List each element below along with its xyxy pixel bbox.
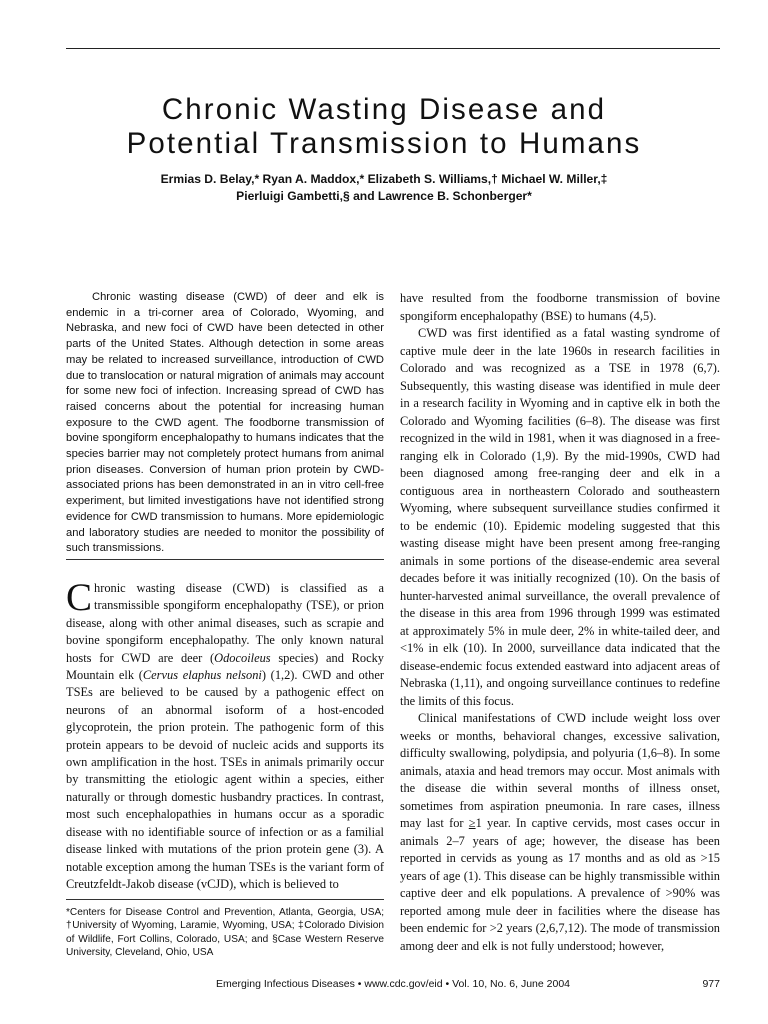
intro-text-3: ) (1,2). CWD and other TSEs are believed to be caused by a pathogenic effect on neurons of an abnormal isoform of a host-encoded glycoprotein, the prion protein. The pathogenic form of this protein appears to be devoid of nucleic acids and supports its own amplification in the host. TSEs in animals primarily occur by transmitting the etiologic agent within a species, either naturally or through domestic husbandry practices. In contrast, most such encephalopathies in humans occur as a sporadic disease with no identifiable source of infection or as a familial disease linked with mutations of the prion protein gene (3). A notable exception among the human TSEs is the variant form of Creutzfeldt-Jakob disease (vCJD), which is believed to bbox=[66, 668, 384, 891]
drop-cap: C bbox=[66, 576, 93, 619]
body-column-right bbox=[400, 290, 720, 955]
body-column-left bbox=[66, 576, 384, 893]
paragraph-continuation: have resulted from the foodborne transmission of bovine spongiform encephalopathy (BSE) to humans (4,5). bbox=[400, 291, 720, 323]
clinical-text-1: Clinical manifestations of CWD include weight loss over weeks or months, behavioral changes, excessive salivation, difficulty swallowing, polydipsia, and polyuria (1,6–8). In some animals, ataxia and head tremors may occur. Most animals with the disease die within several months of illness onset, sometimes from aspiration pneumonia. In rare cases, illness may last for bbox=[400, 711, 720, 830]
abstract-text: Chronic wasting disease (CWD) of deer and elk is endemic in a tri-corner area of Colorado, Wyoming, and Nebraska, and new foci of CWD have been detected in other parts of the United States. Although detection in some areas may be related to increased surveillance, introduction of CWD due to translocation or natural migration of animals may account for some new foci of infection. Increasing spread of CWD has raised concerns about the potential for increasing human exposure to the CWD agent. The foodborne transmission of bovine spongiform encephalopathy to humans indicates that the species barrier may not completely protect humans from animal prion diseases. Conversion of human prion protein by CWD-associated prions has been demonstrated in an in vitro cell-free experiment, but limited investigations have not identified strong evidence for CWD transmission to humans. More epidemiologic and laboratory studies are needed to monitor the possibility of such transmissions. bbox=[66, 291, 384, 555]
abstract bbox=[66, 290, 384, 557]
paragraph-history: CWD was first identified as a fatal wasting syndrome of captive mule deer in the late 1960s in research facilities in Colorado and was recognized as a TSE in 1978 (6,7). Subsequently, this wasting disease was identified in mule deer in a research facility in Wyoming and in captive elk in both the Colorado and Wyoming facilities (6–8). The disease was first recognized in the wild in 1981, when it was diagnosed in a free-ranging elk in Colorado (1,9). By the mid-1990s, CWD had been diagnosed among free-ranging deer and elk in a contiguous area in northeastern Colorado and southeastern Wyoming, where subsequent surveillance studies confirmed it to be endemic (10). Epidemic modeling suggested that this wasting disease might have been present among free-ranging animals in some portions of the disease-endemic area several decades before it was initially recognized (10). On the basis of hunter-harvested animal surveillance, the overall prevalence of the disease in this area from 1996 through 1999 was estimated at approximately 5% in mule deer, 2% in white-tailed deer, and <1% in elk (10). In 2000, surveillance data indicated that the disease-endemic focus extended eastward into adjacent areas of Nebraska (1,11), and ongoing surveillance continues to redefine the limits of this focus. bbox=[400, 326, 720, 708]
header-rule bbox=[66, 48, 720, 49]
intro-text-2: species) and Rocky Mountain elk ( bbox=[66, 650, 384, 683]
intro-paragraph bbox=[66, 576, 384, 893]
article-title-line-1: Chronic Wasting Disease and bbox=[161, 93, 607, 126]
author-list-line-2: Pierluigi Gambetti,§ and Lawrence B. Schonberger* bbox=[236, 189, 532, 203]
abstract-rule bbox=[66, 559, 384, 560]
journal-citation: Emerging Infectious Diseases • www.cdc.gov/eid • Vol. 10, No. 6, June 2004 bbox=[215, 978, 571, 990]
affiliations-footnote bbox=[66, 906, 384, 960]
article-title-line-2: Potential Transmission to Humans bbox=[126, 127, 642, 160]
paragraph-clinical bbox=[400, 710, 720, 955]
intro-genus: Odocoileus bbox=[214, 650, 271, 665]
page-number: 977 bbox=[702, 978, 720, 990]
footnote-rule bbox=[66, 899, 384, 900]
affiliations-text: *Centers for Disease Control and Prevention, Atlanta, Georgia, USA; †University of Wyoming, Laramie, Wyoming, USA; ‡Colorado Division of Wildlife, Fort Collins, Colorado, USA; and §Case Western Reserve University, Cleveland, Ohio, USA bbox=[66, 907, 384, 959]
clinical-text-2: 1 year. In captive cervids, most cases occur in animals 2–7 years of age; however, the disease has been reported in cervids as young as 17 months and as old as >15 years of age (1). This disease can be highly transmissible within captive deer and elk populations. A prevalence of >90% was reported among mule deer in facilities where the disease has been endemic for >2 years (2,6,7,12). The mode of transmission among deer and elk is not fully understood; however, bbox=[400, 816, 720, 953]
intro-species: Cervus elaphus nelsoni bbox=[142, 668, 262, 683]
intro-text-1: hronic wasting disease (CWD) is classified as a transmissible spongiform encephalopathy (TSE), or prion disease, along with other animal diseases, such as scrapie and bovine spongiform encephalopathy. The only known natural hosts for CWD are deer ( bbox=[66, 581, 384, 665]
clinical-symbol: ≥ bbox=[468, 816, 476, 830]
author-list-line-1: Ermias D. Belay,* Ryan A. Maddox,* Elizabeth S. Williams,† Michael W. Miller,‡ bbox=[160, 172, 608, 186]
